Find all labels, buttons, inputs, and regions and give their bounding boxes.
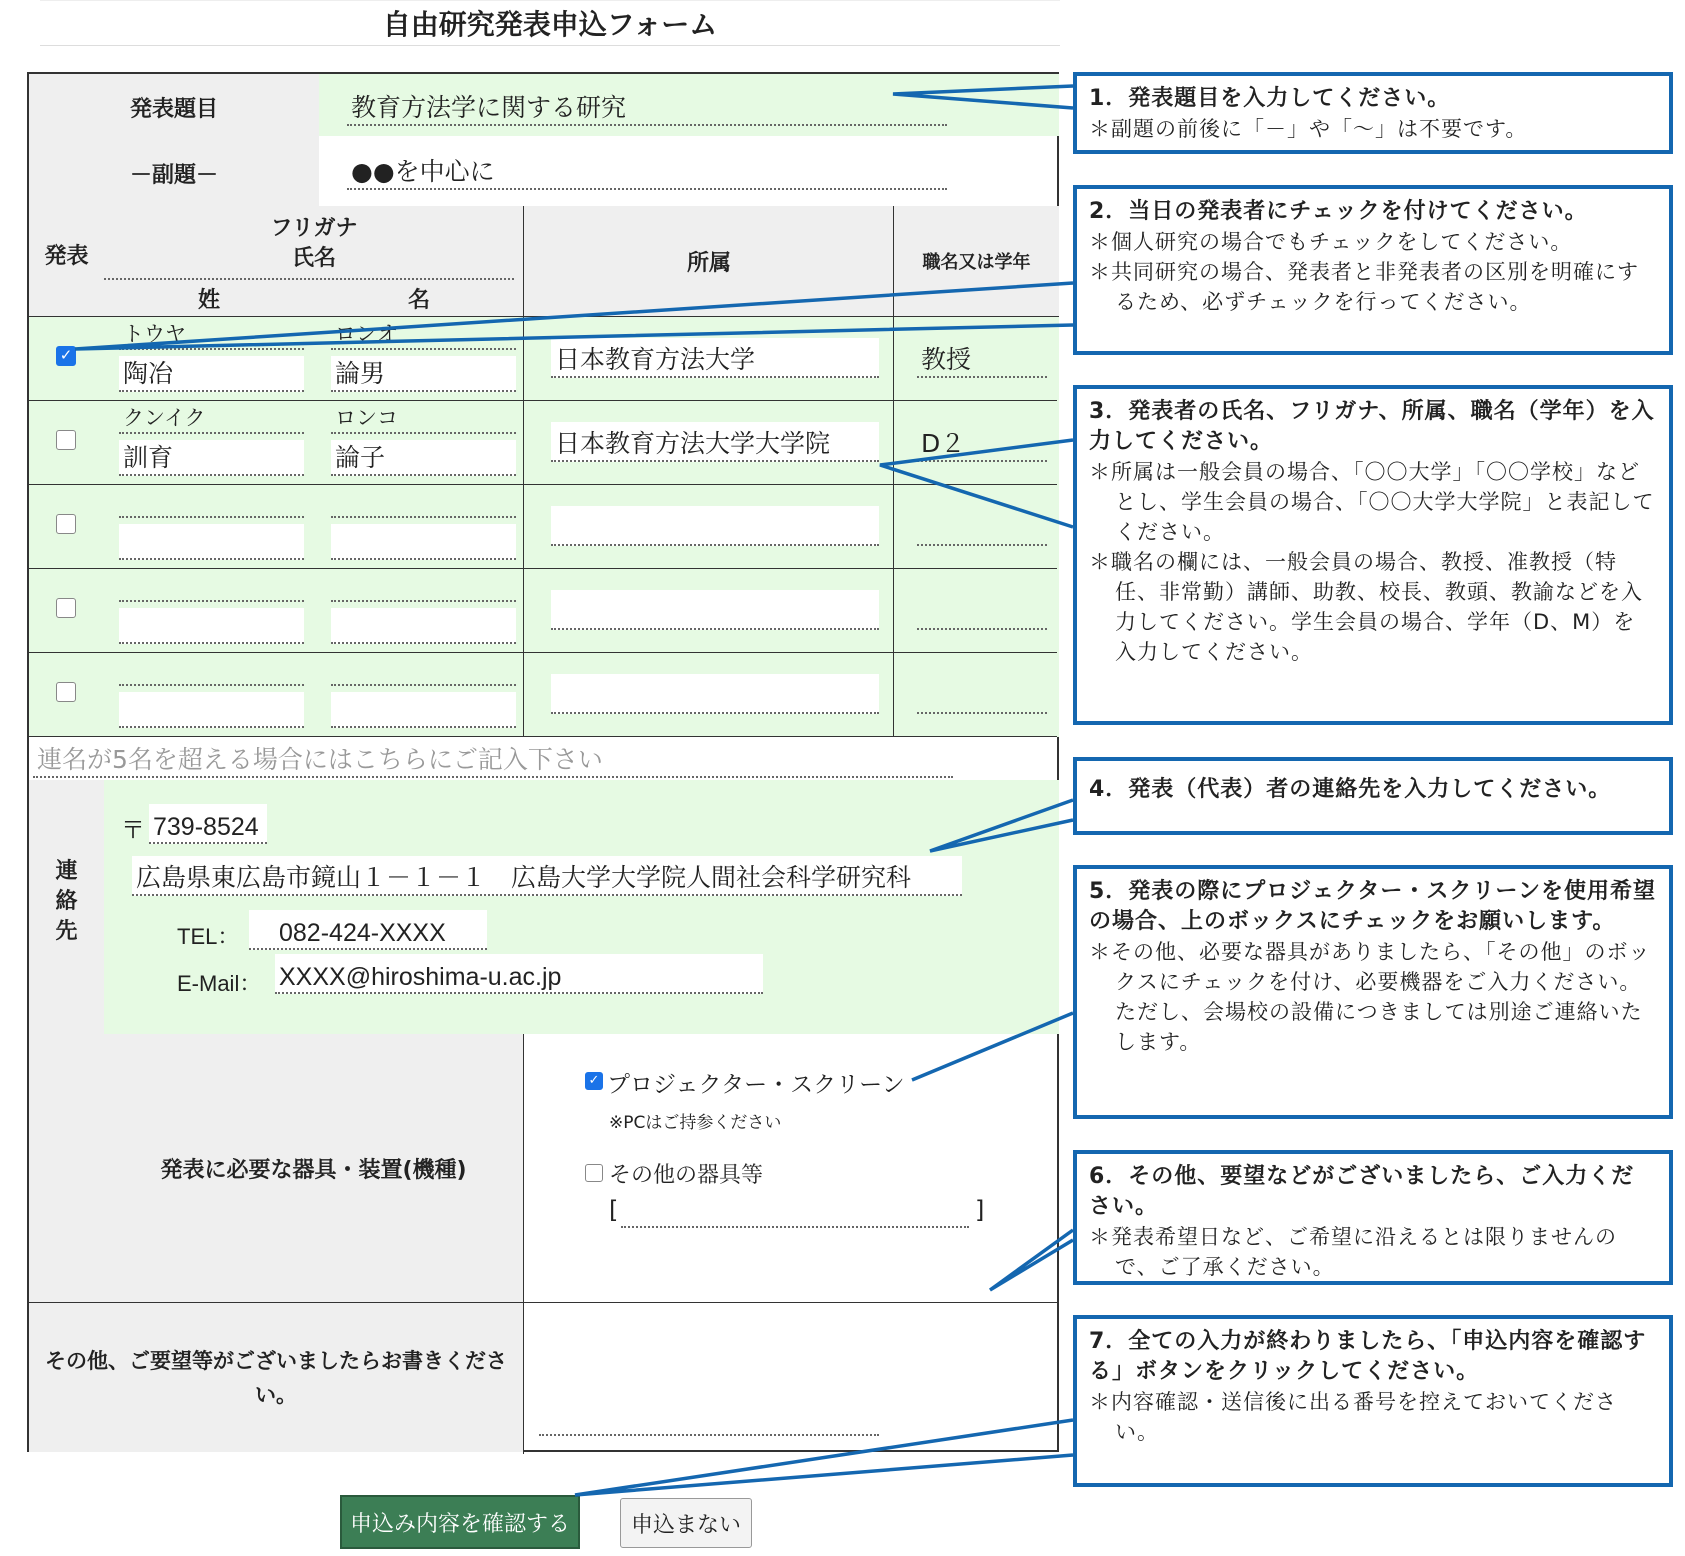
contact-label-1: 連: [55, 858, 78, 884]
instruction-note-3: 3．発表者の氏名、フリガナ、所属、職名（学年）を入力してください。 ＊所属は一般会員の場合、「〇〇大学」「〇〇学校」などとし、学生会員の場合、「〇〇大学大学院」と表記してください。 ＊職名の欄には、一般会員の場合、教授、准教授（特任、非常勤）講師、助教、校長、教頭、教諭などを入力してください。学生会員の場合、学年（D、M）を入力してください。: [1073, 385, 1673, 725]
instruction-note-4: 4．発表（代表）者の連絡先を入力してください。: [1073, 757, 1673, 835]
projector-label: プロジェクター・スクリーン: [607, 1072, 905, 1098]
kana-surname-input[interactable]: トウヤ: [119, 318, 304, 350]
surname-header: 姓: [197, 287, 220, 313]
instruction-note-1: 1．発表題目を入力してください。 ＊副題の前後に「－」や「～」は不要です。: [1073, 72, 1673, 154]
kana-given-input[interactable]: ロンオ: [331, 318, 516, 350]
instruction-note-2: 2．当日の発表者にチェックを付けてください。 ＊個人研究の場合でもチェックをしてください。 ＊共同研究の場合、発表者と非発表者の区別を明確にするため、必ずチェックを行ってください。: [1073, 185, 1673, 355]
name-header: 氏名: [291, 245, 336, 271]
address-input[interactable]: 広島県東広島市鏡山１－１－１ 広島大学大学院人間社会科学研究科: [132, 856, 962, 896]
email-input[interactable]: XXXX@hiroshima-u.ac.jp: [275, 954, 763, 994]
equipment-label: 発表に必要な器具・装置(機種): [160, 1157, 467, 1183]
contact-label-2: 絡: [55, 888, 78, 914]
tel-label: TEL：: [177, 924, 240, 949]
title-input[interactable]: 教育方法学に関する研究: [347, 86, 947, 126]
postal-mark: 〒: [121, 816, 145, 844]
bracket-close: ]: [975, 1196, 985, 1224]
instruction-note-6: 6．その他、要望などがございましたら、ご入力ください。 ＊発表希望日など、ご希望に沿えるとは限りませんので、ご了承ください。: [1073, 1150, 1673, 1285]
instruction-note-5: 5．発表の際にプロジェクター・スクリーンを使用希望の場合、上のボックスにチェックをお願いします。 ＊その他、必要な器具がありましたら、「その他」のボックスにチェックを付け、必要機器をご入力ください。ただし、会場校の設備につきましては別途ご連絡いたします。: [1073, 865, 1673, 1119]
presenter-checkbox[interactable]: ✓: [56, 346, 76, 366]
title-label: 発表題目: [129, 96, 218, 122]
subtitle-input[interactable]: ●●を中心に: [347, 150, 947, 190]
given-name-header: 名: [407, 287, 430, 313]
subtitle-label: －副題－: [129, 162, 218, 188]
confirm-button[interactable]: 申込み内容を確認する: [340, 1495, 580, 1549]
tel-input[interactable]: 082-424-XXXX: [249, 910, 487, 950]
furigana-header: フリガナ: [270, 215, 358, 241]
extra-names-input[interactable]: 連名が5名を超える場合にはこちらにご記入下さい: [33, 738, 953, 778]
other-equipment-label: その他の器具等: [609, 1163, 764, 1188]
pc-note: ※PCはご持参ください: [609, 1113, 782, 1133]
cancel-button[interactable]: 申込まない: [620, 1498, 752, 1548]
projector-checkbox[interactable]: ✓: [585, 1072, 603, 1090]
surname-input[interactable]: 訓育: [119, 440, 304, 476]
affiliation-header: 所属: [686, 250, 731, 276]
postal-code-input[interactable]: 739-8524: [149, 804, 267, 844]
kana-surname-input[interactable]: クンイク: [119, 402, 304, 434]
form-title: 自由研究発表申込フォーム: [40, 0, 1060, 46]
position-header: 職名又は学年: [922, 252, 1031, 273]
contact-label-3: 先: [55, 918, 78, 944]
position-input[interactable]: 教授: [917, 338, 1047, 378]
given-name-input[interactable]: 論男: [331, 356, 516, 392]
email-label: E-Mail：: [177, 971, 262, 996]
instruction-note-7: 7．全ての入力が終わりましたら、「申込内容を確認する」ボタンをクリックしてください。 ＊内容確認・送信後に出る番号を控えておいてください。: [1073, 1315, 1673, 1487]
bracket-open: [: [609, 1196, 619, 1224]
requests-label: その他、ご要望等がございましたらお書きください。: [45, 1348, 507, 1407]
position-input[interactable]: D２: [917, 422, 1047, 462]
affiliation-input[interactable]: 日本教育方法大学: [551, 338, 879, 378]
presenter-header: 発表: [44, 243, 89, 269]
given-name-input[interactable]: 論子: [331, 440, 516, 476]
affiliation-input[interactable]: 日本教育方法大学大学院: [551, 422, 879, 462]
surname-input[interactable]: 陶冶: [119, 356, 304, 392]
kana-given-input[interactable]: ロンコ: [331, 402, 516, 434]
